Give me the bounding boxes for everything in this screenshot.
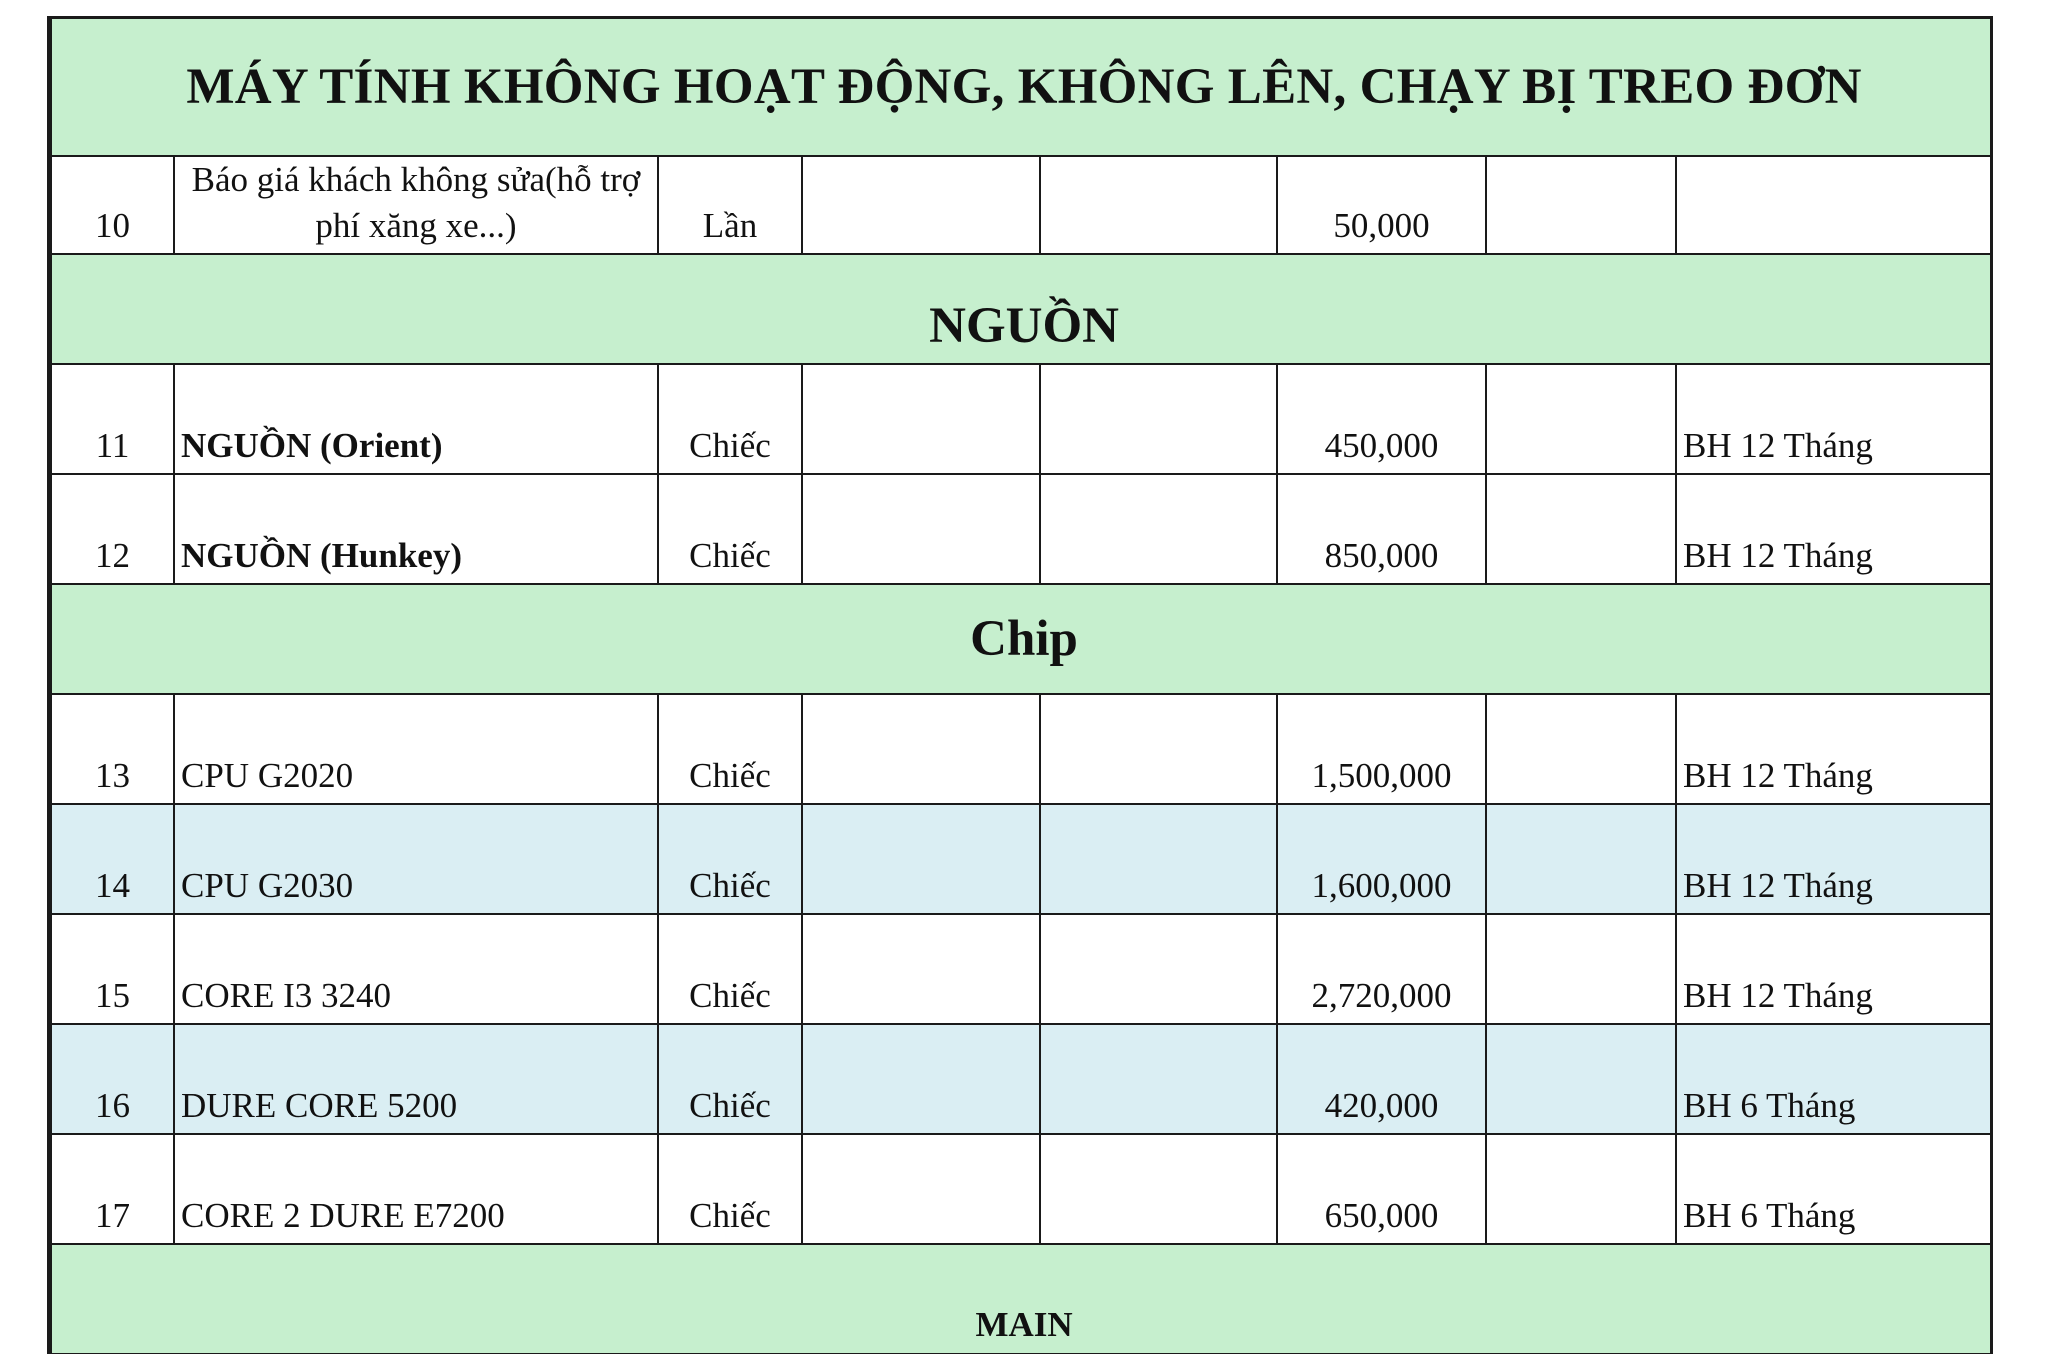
empty-cell <box>1040 364 1277 474</box>
empty-cell <box>1486 804 1676 914</box>
row-number: 14 <box>51 804 174 914</box>
item-name: NGUỒN (Orient) <box>174 364 658 474</box>
table-row <box>51 156 1993 254</box>
row-number: 16 <box>51 1024 174 1134</box>
row-number: 10 <box>51 156 174 254</box>
item-unit: Lần <box>658 156 802 254</box>
section-row-nguon <box>51 254 1993 364</box>
item-price: 1,600,000 <box>1277 804 1486 914</box>
empty-cell <box>1486 1134 1676 1244</box>
item-name: DURE CORE 5200 <box>174 1024 658 1134</box>
item-price: 50,000 <box>1277 156 1486 254</box>
empty-cell <box>802 694 1040 804</box>
empty-cell <box>1040 914 1277 1024</box>
empty-cell <box>1040 474 1277 584</box>
item-warranty: BH 6 Tháng <box>1676 1134 1993 1244</box>
item-unit: Chiếc <box>658 364 802 474</box>
item-unit: Chiếc <box>658 804 802 914</box>
item-unit: Chiếc <box>658 474 802 584</box>
item-name: CPU G2030 <box>174 804 658 914</box>
table-row <box>51 914 1993 1024</box>
item-warranty: BH 6 Tháng <box>1676 1024 1993 1134</box>
row-number: 11 <box>51 364 174 474</box>
item-price: 450,000 <box>1277 364 1486 474</box>
table-row <box>51 804 1993 914</box>
empty-cell <box>1040 1024 1277 1134</box>
empty-cell <box>1486 694 1676 804</box>
item-warranty: BH 12 Tháng <box>1676 804 1993 914</box>
price-table <box>50 19 1993 1354</box>
empty-cell <box>1486 364 1676 474</box>
section-title: Chip <box>51 584 1993 694</box>
item-name: NGUỒN (Hunkey) <box>174 474 658 584</box>
table-row <box>51 1024 1993 1134</box>
item-warranty: BH 12 Tháng <box>1676 364 1993 474</box>
row-number: 12 <box>51 474 174 584</box>
section-row-main <box>51 1244 1993 1354</box>
item-price: 650,000 <box>1277 1134 1486 1244</box>
item-name: CORE I3 3240 <box>174 914 658 1024</box>
section-title: MAIN <box>51 1244 1993 1354</box>
item-name: CORE 2 DURE E7200 <box>174 1134 658 1244</box>
empty-cell <box>1486 1024 1676 1134</box>
item-unit: Chiếc <box>658 694 802 804</box>
empty-cell <box>802 364 1040 474</box>
empty-cell <box>1040 804 1277 914</box>
empty-cell <box>1040 694 1277 804</box>
row-number: 15 <box>51 914 174 1024</box>
item-name: CPU G2020 <box>174 694 658 804</box>
table-row <box>51 474 1993 584</box>
empty-cell <box>1040 1134 1277 1244</box>
item-warranty: BH 12 Tháng <box>1676 694 1993 804</box>
empty-cell <box>802 1134 1040 1244</box>
item-name: Báo giá khách không sửa(hỗ trợ phí xăng xe...) <box>174 156 658 254</box>
table-row <box>51 694 1993 804</box>
item-warranty <box>1676 156 1993 254</box>
item-unit: Chiếc <box>658 914 802 1024</box>
section-row-chip <box>51 584 1993 694</box>
price-sheet <box>47 16 1993 1354</box>
table-row <box>51 1134 1993 1244</box>
row-number: 17 <box>51 1134 174 1244</box>
empty-cell <box>802 914 1040 1024</box>
title-row <box>51 19 1993 156</box>
empty-cell <box>1486 914 1676 1024</box>
empty-cell <box>1486 474 1676 584</box>
item-price: 420,000 <box>1277 1024 1486 1134</box>
empty-cell <box>802 804 1040 914</box>
item-price: 1,500,000 <box>1277 694 1486 804</box>
row-number: 13 <box>51 694 174 804</box>
empty-cell <box>802 1024 1040 1134</box>
table-row <box>51 364 1993 474</box>
item-unit: Chiếc <box>658 1134 802 1244</box>
empty-cell <box>1040 156 1277 254</box>
empty-cell <box>802 474 1040 584</box>
item-warranty: BH 12 Tháng <box>1676 474 1993 584</box>
item-price: 2,720,000 <box>1277 914 1486 1024</box>
sheet-title: MÁY TÍNH KHÔNG HOẠT ĐỘNG, KHÔNG LÊN, CHẠY BỊ TREO ĐƠN <box>51 19 1993 156</box>
empty-cell <box>1486 156 1676 254</box>
empty-cell <box>802 156 1040 254</box>
section-title: NGUỒN <box>51 254 1993 364</box>
item-unit: Chiếc <box>658 1024 802 1134</box>
item-warranty: BH 12 Tháng <box>1676 914 1993 1024</box>
item-price: 850,000 <box>1277 474 1486 584</box>
